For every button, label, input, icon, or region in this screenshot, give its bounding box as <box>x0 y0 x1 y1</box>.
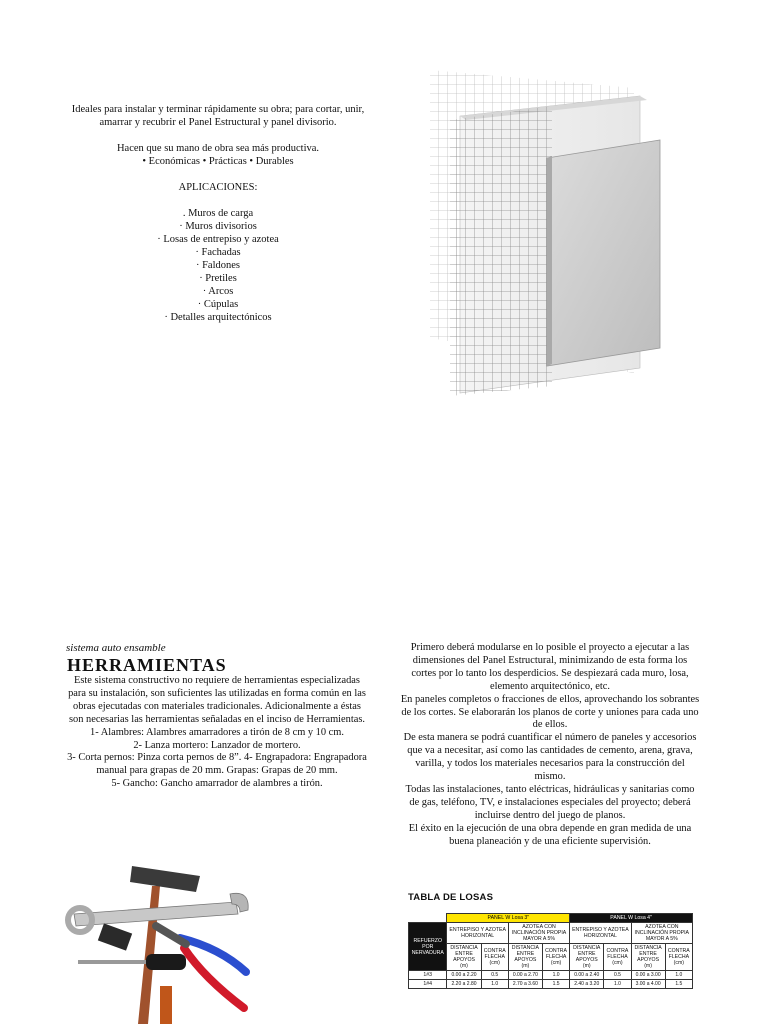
tools-item: 3- Corta pernos: Pinza corta pernos de 8”. 4- Engrapadora: Engrapadora manual para grapas de 20 mm. Grapas: Grapas de 20 mm. <box>67 752 367 777</box>
tools-body <box>66 675 368 791</box>
application-item: · Pretiles <box>199 273 237 284</box>
intro-line-2: Hacen que su mano de obra sea más productiva. <box>116 143 320 154</box>
section-heading: HERRAMIENTAS <box>67 655 227 675</box>
table-cell: 1.0 <box>542 971 569 980</box>
table-col-header: DISTANCIA ENTRE APOYOS (m) <box>570 944 604 971</box>
planning-paragraph: Todas las instalaciones, tanto eléctricas, hidráulicas y sanitarias como de gas, teléfono, TV, e instalaciones especiales del proyecto; deberá incluirse dentro del juego de planos. <box>405 783 695 821</box>
table-ref-header: REFUERZO POR NERVADURA <box>409 923 447 971</box>
table-cell: 1.5 <box>665 980 692 989</box>
table-cell: 1.0 <box>481 980 508 989</box>
applications-title: APLICACIONES: <box>178 182 258 193</box>
table-cell: 3.00 a 4.00 <box>631 980 665 989</box>
intro-line-1: Ideales para instalar y terminar rápidamente su obra; para cortar, unir, amarrar y recubrir el Panel Estructural y panel divisorio. <box>71 104 365 128</box>
table-col-header: DISTANCIA ENTRE APOYOS (m) <box>631 944 665 971</box>
slab-table <box>408 913 693 989</box>
table-cell: 2.20 a 2.80 <box>447 980 481 989</box>
table-row <box>409 971 693 980</box>
table-cell: 1#4 <box>409 980 447 989</box>
table-sub-header: ENTREPISO Y AZOTEA HORIZONTAL <box>447 923 508 944</box>
table-col-header: CONTRA FLECHA (cm) <box>604 944 631 971</box>
structural-panel-image <box>402 48 670 396</box>
tools-item: 5- Gancho: Gancho amarrador de alambres a tirón. <box>111 778 323 790</box>
table-cell: 1.0 <box>604 980 631 989</box>
planning-text <box>400 642 700 849</box>
table-cell: 0.00 a 3.00 <box>631 971 665 980</box>
table-cell: 0.00 a 2.70 <box>508 971 542 980</box>
slab-table-section <box>404 892 694 989</box>
table-sub-header: ENTREPISO Y AZOTEA HORIZONTAL <box>570 923 631 944</box>
table-sub-header: AZOTEA CON INCLINACIÓN PROPIA MAYOR A 5% <box>508 923 569 944</box>
application-item: · Faldones <box>195 260 241 271</box>
table-cell: 0.00 a 2.20 <box>447 971 481 980</box>
application-item: . Muros de carga <box>182 208 254 219</box>
application-item: · Fachadas <box>195 247 241 258</box>
table-cell: 1.0 <box>665 971 692 980</box>
planning-paragraph: De esta manera se podrá cuantificar el número de paneles y accesorios que va a necesitar, así como las cantidades de cemento, arena, grava, varilla, y todos los materiales necesarios para la construcción del mismo. <box>403 732 697 783</box>
table-cell: 0.5 <box>604 971 631 980</box>
table-cell: 1.5 <box>542 980 569 989</box>
tools-section <box>66 642 368 791</box>
table-col-header: CONTRA FLECHA (cm) <box>481 944 508 971</box>
intro-line-3: • Económicas • Prácticas • Durables <box>142 156 294 167</box>
planning-paragraph: En paneles completos o fracciones de ellos, aprovechando los sobrantes de los cortes. Se elaborarán los planos de corte y uniones para cada uno de ellos. <box>400 693 700 731</box>
section-subtitle: sistema auto ensamble <box>66 642 166 654</box>
table-col-header: DISTANCIA ENTRE APOYOS (m) <box>508 944 542 971</box>
application-item: · Losas de entrepiso y azotea <box>157 234 279 245</box>
table-cell: 2.40 a 3.20 <box>570 980 604 989</box>
table-cell: 1#3 <box>409 971 447 980</box>
table-cell: 0.5 <box>481 971 508 980</box>
table-col-header: CONTRA FLECHA (cm) <box>665 944 692 971</box>
table-corner <box>409 914 447 923</box>
application-item: · Arcos <box>202 286 234 297</box>
table-col-header: CONTRA FLECHA (cm) <box>542 944 569 971</box>
application-item: · Muros divisorios <box>179 221 257 232</box>
planning-paragraph: El éxito en la ejecución de una obra depende en gran medida de una buena planeación y de una eficiente supervisión. <box>408 822 692 847</box>
table-sub-header: AZOTEA CON INCLINACIÓN PROPIA MAYOR A 5% <box>631 923 692 944</box>
tools-image <box>60 856 292 1024</box>
table-row <box>409 980 693 989</box>
intro-text <box>60 103 376 324</box>
table-col-header: DISTANCIA ENTRE APOYOS (m) <box>447 944 481 971</box>
application-item: · Detalles arquitectónicos <box>164 312 272 323</box>
tools-item: 2- Lanza mortero: Lanzador de mortero. <box>133 739 301 751</box>
application-item: · Cúpulas <box>197 299 239 310</box>
planning-paragraph: Primero deberá modularse en lo posible el proyecto a ejecutar a las dimensiones del Panel Estructural, minimizando de esta forma los cortes por lo tanto los desperdicios. Se despiezará cada muro, losa, elemento arquitectónico, etc. <box>410 642 690 692</box>
table-title: TABLA DE LOSAS <box>408 892 494 903</box>
tools-paragraph: Este sistema constructivo no requiere de herramientas especializadas para su instalación, son suficientes las utilizadas en forma común en las obras ejecutadas con materiales tradicionales. Adicionalmente a éstas son necesarias las herramientas señaladas en el inciso de Herramientas. <box>68 675 366 725</box>
table-cell: 2.70 a 3.60 <box>508 980 542 989</box>
table-group-header: PANEL W Losa 3" <box>447 914 570 923</box>
table-group-header: PANEL W Losa 4" <box>570 914 693 923</box>
tools-item: 1- Alambres: Alambres amarradores a tirón de 8 cm y 10 cm. <box>90 726 344 738</box>
table-cell: 0.00 a 2.40 <box>570 971 604 980</box>
